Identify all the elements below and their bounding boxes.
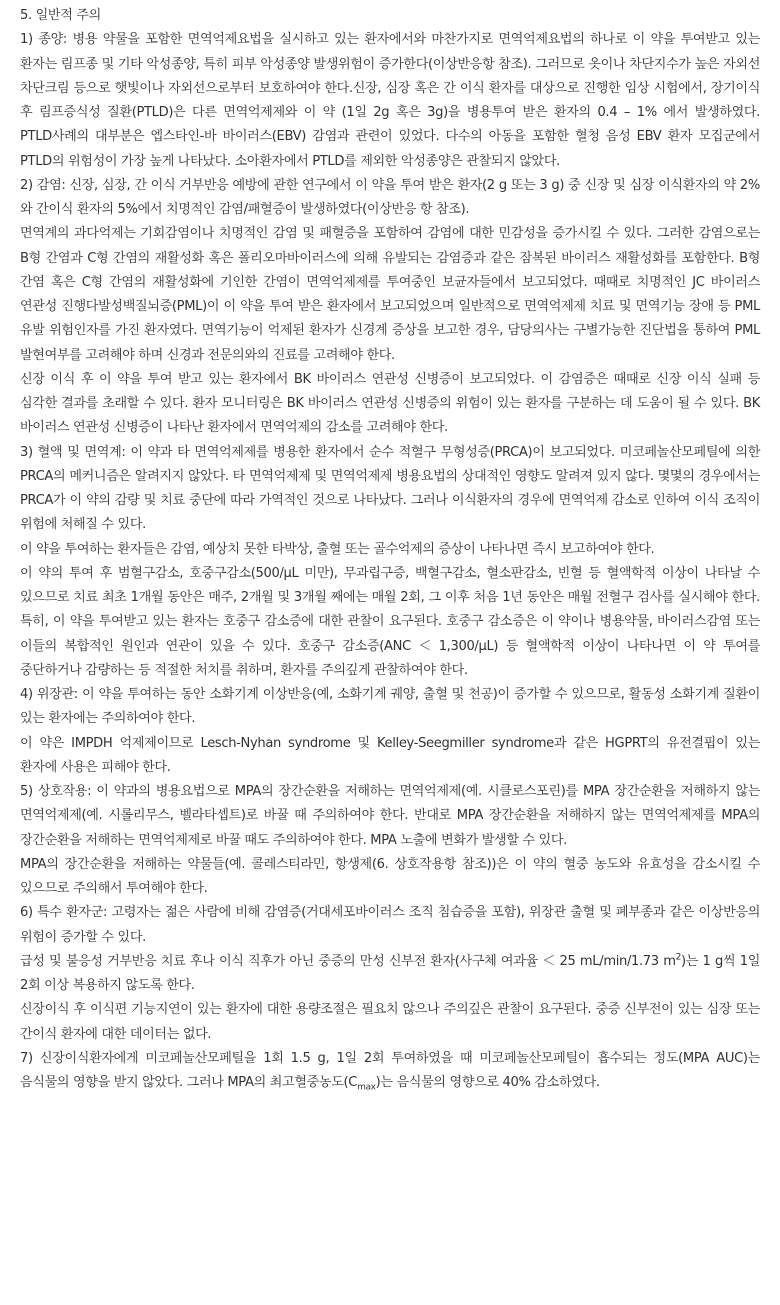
food-effect-text-b: )는 음식물의 영향으로 40% 감소하였다. bbox=[375, 1075, 600, 1090]
paragraph-blood-immune: 3) 혈액 및 면역계: 이 약과 타 면역억제제를 병용한 환자에서 순수 적혈구 무형성증(PRCA)이 보고되었다. 미코페놀산모페틸에 의한 PRCA의 메커니즘은 알려지지 않았다. 타 면역억제제 및 면역억제제 병용요법의 상대적인 영향도 알려져 있지 않다. 몇몇의 경우에서는 PRCA가 이 약의 감량 및 치료 중단에 따라 가역적인 것으로 나타났다. 그러나 이식환자의 경우에 면역억제 감소로 인하여 이식 조직이 위험에 처해질 수 있다. bbox=[20, 444, 760, 533]
subscript-max: max bbox=[357, 1082, 376, 1093]
paragraph-special-population: 6) 특수 환자군: 고령자는 젊은 사람에 비해 감염증(거대세포바이러스 조직 침습증을 포함), 위장관 출혈 및 폐부종과 같은 이상반응의 위험이 증가할 수 있다. bbox=[20, 905, 760, 945]
paragraph-hematologic: 이 약의 투여 후 범혈구감소, 호중구감소(500/μL 미만), 무과립구증, 백혈구감소, 혈소판감소, 빈혈 등 혈액학적 이상이 나타날 수 있으므로 치료 최초 1개월 동안은 매주, 2개월 및 3개월 째에는 매월 2회, 그 이후 처음 1년 동안은 매월 전혈구 검사를 실시해야 한다. 특히, 이 약을 투여받고 있는 환자는 호중구 감소증에 대한 관찰이 요구된다. 호중구 감소증은 이 약이나 병용약물, 바이러스감염 또는 이들의 복합적인 원인과 연관이 있을 수 있다. 호중구 감소증(ANC ＜ 1,300/μL) 등 혈액학적 이상이 나타나면 이 약 투여를 중단하거나 감량하는 등 적절한 처치를 취하며, 환자를 주의깊게 관찰하여야 한다. bbox=[20, 565, 760, 678]
paragraph-enterohepatic: MPA의 장간순환을 저해하는 약물들(예. 콜레스티라민, 항생제(6. 상호작용항 참조))은 이 약의 혈중 농도와 유효성을 감소시킬 수 있으므로 주의해서 투여해야 한다. bbox=[20, 856, 760, 896]
paragraph-tumor: 1) 종양: 병용 약물을 포함한 면역억제요법을 실시하고 있는 환자에서와 마찬가지로 면역억제요법의 하나로 이 약을 투여받고 있는 환자는 림프종 및 기타 악성종양, 특히 피부 악성종양 발생위험이 증가한다(이상반응항 참조). 그러므로 옷이나 차단지수가 높은 자외선 차단크림 등으로 햇빛이나 자외선으로부터 보호하여야 한다.신장, 심장 혹은 간 이식 환자를 대상으로 진행한 임상 시험에서, 장기이식 후 림프증식성 질환(PTLD)은 다른 면역억제제와 이 약 (1일 2g 혹은 3g)을 병용투여 받은 환자의 0.4 – 1% 에서 발생하였다. PTLD사례의 대부분은 엡스타인-바 바이러스(EBV) 감염과 관련이 있었다. 다수의 아동을 포함한 혈청 음성 EBV 환자 모집군에서 PTLD의 위험성이 가장 높게 나타났다. 소아환자에서 PTLD를 제외한 악성종양은 관찰되지 않았다. bbox=[20, 32, 760, 169]
paragraph-graft-function: 신장이식 후 이식편 기능지연이 있는 환자에 대한 용량조절은 필요치 않으나 주의깊은 관찰이 요구된다. 중증 신부전이 있는 심장 또는 간이식 환자에 대한 데이터는 없다. bbox=[20, 1002, 760, 1042]
renal-failure-text-b: )는 1 g씩 1일 2회 이상 복용하지 않도록 한다. bbox=[20, 953, 760, 993]
paragraph-interaction: 5) 상호작용: 이 약과의 병용요법으로 MPA의 장간순환을 저해하는 면역억제제(예. 시클로스포린)를 MPA 장간순환을 저해하지 않는 면역억제제(예. 시롤리무스, 벨라타셉트)로 바꿀 때 주의하여야 한다. 반대로 MPA 장간순환을 저해하지 않는 면역억제제를 MPA의 장간순환을 저해하는 면역억제제로 바꿀 때도 주의하여야 한다. MPA 노출에 변화가 발생할 수 있다. bbox=[20, 784, 760, 848]
renal-failure-text-a: 급성 및 불응성 거부반응 치료 후나 이식 직후가 아닌 중증의 만성 신부전 환자(사구체 여과율 ＜ 25 mL/min/1.73 m bbox=[20, 953, 676, 969]
paragraph-bk-virus: 신장 이식 후 이 약을 투여 받고 있는 환자에서 BK 바이러스 연관성 신병증이 보고되었다. 이 감염증은 때때로 신장 이식 실패 등 심각한 결과를 초래할 수 있다. 환자 모니터링은 BK 바이러스 연관성 신병증의 위험이 있는 환자를 구분하는 데 도움이 될 수 있다. BK 바이러스 연관성 신병증이 나타난 환자에서 면역억제의 감소를 고려해야 한다. bbox=[20, 371, 760, 436]
superscript-squared: 2 bbox=[675, 952, 682, 963]
paragraph-immune-oversuppression: 면역계의 과다억제는 기회감염이나 치명적인 감염 및 패혈증을 포함하여 감염에 대한 민감성을 증가시킬 수 있다. 그러한 감염으로는 B형 간염과 C형 간염의 재활성화 혹은 폴리오마바이러스에 의해 유발되는 감염증과 같은 잠복된 바이러스 재활성화를 포함한다. B형 간염 혹은 C형 간염의 재활성화에 기인한 간염이 면역억제제를 투여중인 보균자들에서 보고되었다. 때때로 치명적인 JC 바이러스 연관성 진행다발성백질뇌증(PML)이 이 약을 투여 받은 환자에서 보고되었으며 일반적으로 면역억제제 치료 및 면역기능 장애 등 PML 유발 위험인자를 가진 환자였다. 면역기능이 억제된 환자가 신경계 증상을 보고한 경우, 담당의사는 구별가능한 진단법을 통하여 PML 발현여부를 고려해야 하며 신경과 전문의와의 진료를 고려해야 한다. bbox=[20, 226, 760, 363]
paragraph-gastrointestinal: 4) 위장관: 이 약을 투여하는 동안 소화기계 이상반응(예, 소화기계 궤양, 출혈 및 천공)이 증가할 수 있으므로, 활동성 소화기계 질환이 있는 환자에는 주의하여야 한다. bbox=[20, 687, 760, 727]
paragraph-report-symptoms: 이 약을 투여하는 환자들은 감염, 예상치 못한 타박상, 출혈 또는 골수억제의 증상이 나타나면 즉시 보고하여야 한다. bbox=[20, 541, 655, 557]
food-effect-text-a: 7) 신장이식환자에게 미코페놀산모페틸을 1회 1.5 g, 1일 2회 투여하였을 때 미코페놀산모페틸이 흡수되는 정도(MPA AUC)는 음식물의 영향을 받지 않았다. 그러나 MPA의 최고혈중농도(C bbox=[20, 1050, 760, 1090]
paragraph-infection: 2) 감염: 신장, 심장, 간 이식 거부반응 예방에 관한 연구에서 이 약을 투여 받은 환자(2 g 또는 3 g) 중 신장 및 심장 이식환자의 약 2%와 간이식 환자의 5%에서 치명적인 감염/패혈증이 발생하였다(이상반응 항 참조). bbox=[20, 177, 760, 217]
paragraph-food-effect bbox=[20, 1047, 760, 1096]
section-title: 5. 일반적 주의 bbox=[20, 8, 101, 23]
paragraph-impdh: 이 약은 IMPDH 억제제이므로 Lesch-Nyhan syndrome 및 Kelley-Seegmiller syndrome과 같은 HGPRT의 유전결핍이 있는 환자에 사용은 피해야 한다. bbox=[20, 735, 760, 775]
paragraph-renal-failure bbox=[20, 950, 760, 999]
